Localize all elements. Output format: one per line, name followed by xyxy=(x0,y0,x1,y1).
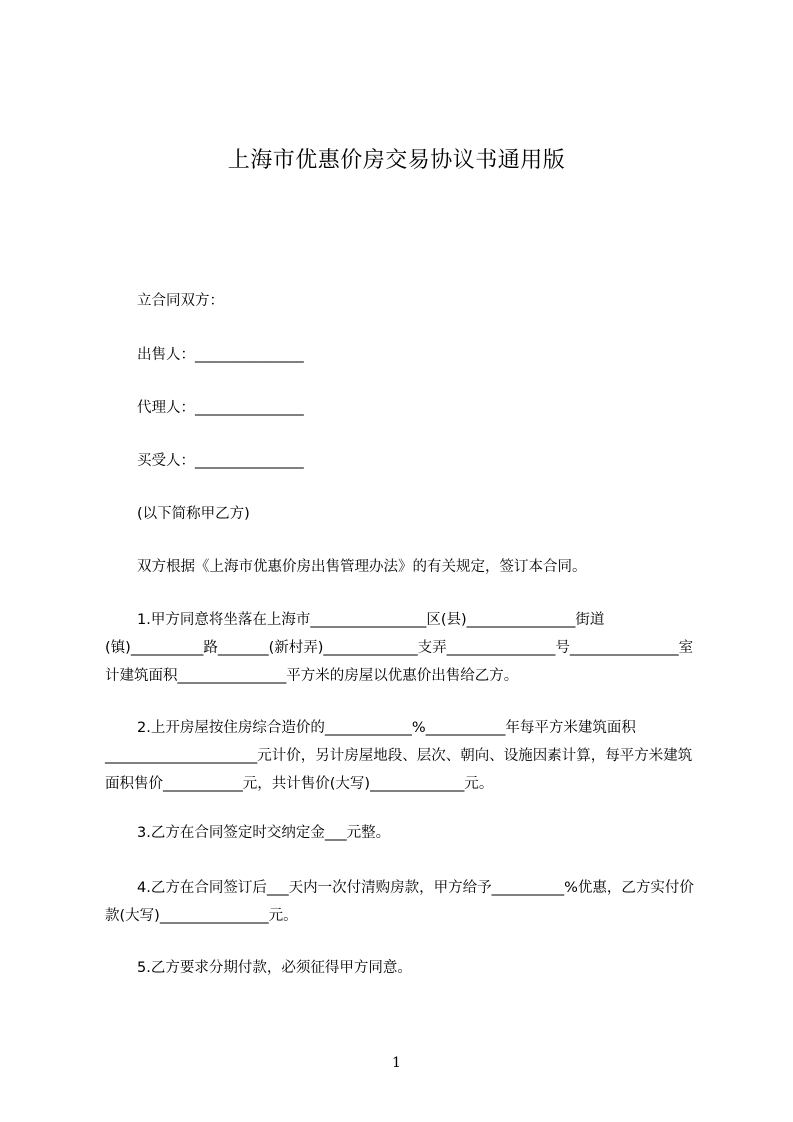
clause-1: 1.甲方同意将坐落在上海市________________区(县)_______________街道(镇)__________路_______(新村弄)_____________支弄_______________号_______________室计建筑面积_______________平方米的房屋以优惠价出售给乙方。 xyxy=(105,612,694,684)
clause-3: 3.乙方在合同签定时交纳定金___元整。 xyxy=(137,825,391,841)
document-title: 上海市优惠价房交易协议书通用版 xyxy=(227,148,566,173)
seller-line: 出售人：_______________ xyxy=(137,347,304,363)
clause-2: 2.上开房屋按住房综合造价的____________%___________年每平方米建筑面积_____________________元计价，另计房屋地段、层次、朝向、设施因素计算，每平方米建筑面积售价___________元，共计售价(大写)_____________元。 xyxy=(105,720,693,792)
buyer-line: 买受人：_______________ xyxy=(137,453,304,469)
clause-4: 4.乙方在合同签订后___天内一次付清购房款，甲方给予__________%优惠，乙方实付价款(大写)_______________元。 xyxy=(105,880,694,924)
abbreviation-line: (以下简称甲乙方) xyxy=(137,506,250,522)
agent-line: 代理人：_______________ xyxy=(137,400,304,416)
basis-paragraph: 双方根据《上海市优惠价房出售管理办法》的有关规定，签订本合同。 xyxy=(137,559,587,575)
page-number: 1 xyxy=(392,1055,401,1071)
clause-5: 5.乙方要求分期付款，必须征得甲方同意。 xyxy=(137,960,412,976)
parties-line: 立合同双方： xyxy=(137,293,224,309)
